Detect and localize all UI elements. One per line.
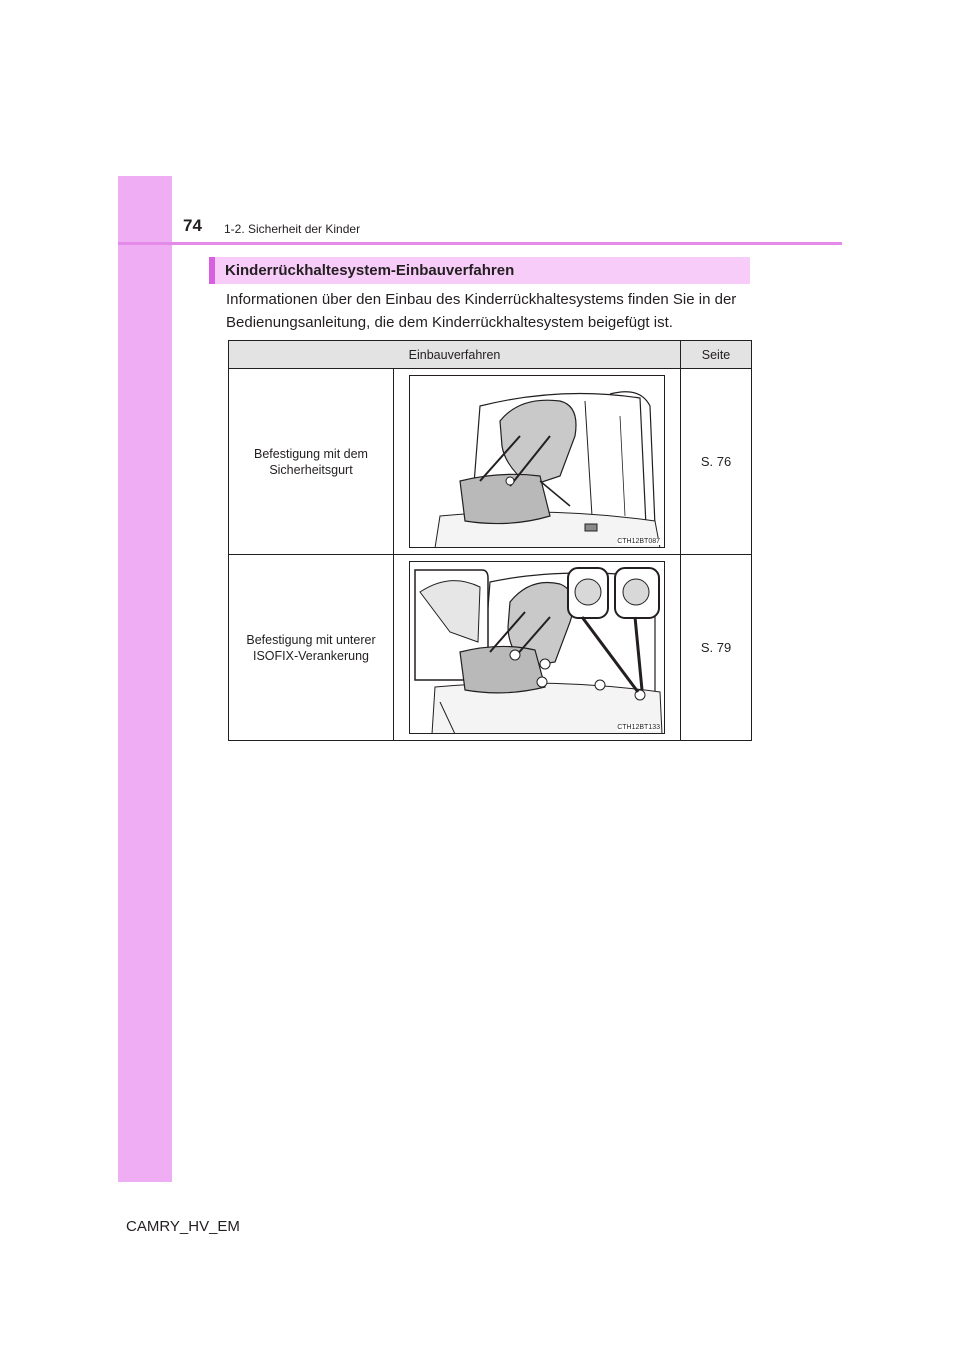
intro-line-2: Bedienungsanleitung, die dem Kinderrückhaltesystem beigefügt ist. [226, 314, 673, 331]
method-cell [229, 555, 394, 741]
method-line: ISOFIX-Verankerung [252, 648, 370, 663]
intro-paragraph [226, 288, 756, 334]
installation-table [228, 340, 752, 741]
isofix-installation-illustration [409, 561, 665, 734]
page-reference: S. 79 [681, 555, 752, 741]
page-reference: S. 76 [681, 369, 752, 555]
figure-code: CTH12BT133 [617, 724, 660, 731]
footer-model-code: CAMRY_HV_EM [126, 1218, 240, 1235]
seatbelt-installation-illustration [409, 375, 665, 548]
figure-cell [394, 369, 681, 555]
column-header-method: Einbauverfahren [229, 341, 681, 369]
method-line: Sicherheitsgurt [269, 462, 353, 477]
header-divider [118, 242, 842, 245]
figure-code: CTH12BT087 [617, 538, 660, 545]
section-heading-text: Kinderrückhaltesystem-Einbauverfahren [225, 262, 515, 279]
child-seat-isofix-drawing [410, 562, 665, 734]
page-number: 74 [183, 216, 202, 235]
column-header-page: Seite [681, 341, 752, 369]
method-line: Befestigung mit dem [254, 446, 368, 461]
table-header-row [229, 341, 752, 369]
method-cell [229, 369, 394, 555]
figure-cell [394, 555, 681, 741]
method-line: Befestigung mit unterer [246, 632, 376, 647]
table-row [229, 555, 752, 741]
section-title: 1-2. Sicherheit der Kinder [224, 222, 361, 236]
chapter-sidebar [118, 176, 172, 1182]
table-row [229, 369, 752, 555]
intro-line-1: Informationen über den Einbau des Kinderrückhaltesystems finden Sie in der [226, 291, 737, 308]
section-heading [209, 257, 750, 284]
child-seat-belt-drawing [410, 376, 665, 548]
